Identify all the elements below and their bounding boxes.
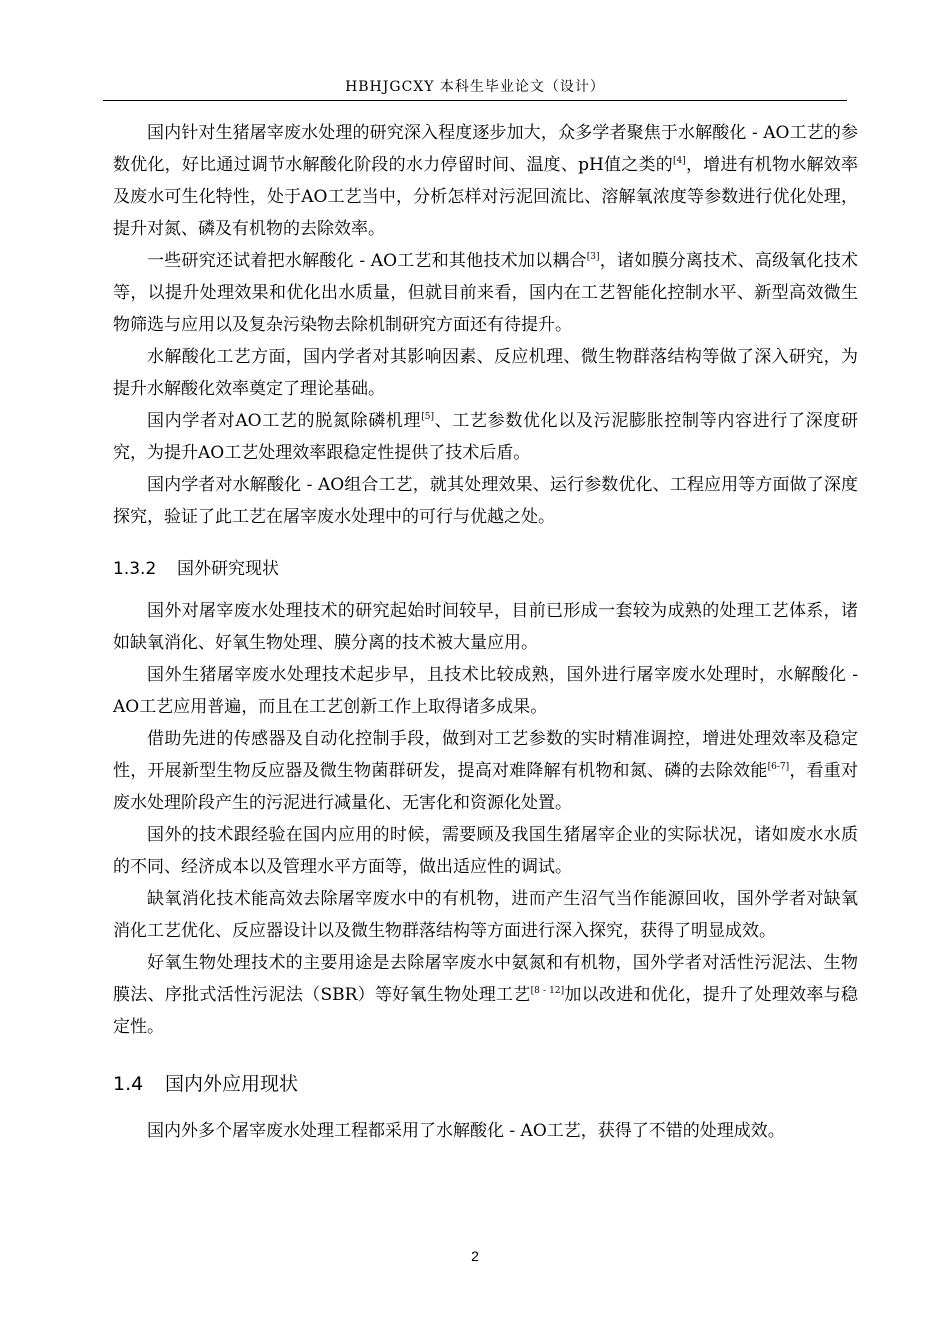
paragraph-text: 国内外多个屠宰废水处理工程都采用了水解酸化 - AO工艺，获得了不错的处理成效。 bbox=[147, 1121, 785, 1141]
paragraph-text: 国外生猪屠宰废水处理技术起步早，且技术比较成熟，国外进行屠宰废水处理时，水解酸化 - AO工艺应用普遍，而且在工艺创新工作上取得诸多成果。 bbox=[113, 665, 858, 717]
section-number: 1.4 bbox=[113, 1073, 144, 1095]
section-number: 1.3.2 bbox=[113, 559, 157, 579]
page-number: 2 bbox=[471, 1248, 479, 1264]
application-status-paragraphs bbox=[113, 1115, 858, 1147]
paragraph-text: 加以改进和优化，提升了处理效率与稳定性。 bbox=[113, 985, 859, 1037]
paragraph-text: ，看重对废水处理阶段产生的污泥进行减量化、无害化和资源化处置。 bbox=[113, 761, 859, 813]
paragraph-text: 国外的技术跟经验在国内应用的时候，需要顾及我国生猪屠宰企业的实际状况，诸如废水水质的不同、经济成本以及管理水平方面等，做出适应性的调试。 bbox=[113, 825, 858, 877]
paragraph-text: 国内学者对水解酸化 - AO组合工艺，就其处理效果、运行参数优化、工程应用等方面做了深度探究，验证了此工艺在屠宰废水处理中的可行与优越之处。 bbox=[113, 475, 858, 527]
paragraph-text: ，诸如膜分离技术、高级氧化技术等，以提升处理效果和优化出水质量，但就目前来看，国内在工艺智能化控制水平、新型高效微生物筛选与应用以及复杂污染物去除机制研究方面还有待提升。 bbox=[113, 251, 859, 335]
body-paragraph bbox=[113, 245, 858, 341]
body-paragraph bbox=[113, 723, 858, 819]
paragraph-text: 水解酸化工艺方面，国内学者对其影响因素、反应机理、微生物群落结构等做了深入研究，为提升水解酸化效率奠定了理论基础。 bbox=[113, 347, 858, 399]
body-paragraph bbox=[113, 405, 858, 469]
paragraph-text: 国外对屠宰废水处理技术的研究起始时间较早，目前已形成一套较为成熟的处理工艺体系，诸如缺氧消化、好氧生物处理、膜分离的技术被大量应用。 bbox=[113, 601, 858, 653]
paragraph-text: 国内学者对AO工艺的脱氮除磷机理 bbox=[147, 411, 422, 431]
section-title: 国外研究现状 bbox=[177, 559, 279, 579]
section-heading-1-4 bbox=[113, 1069, 858, 1099]
domestic-research-paragraphs bbox=[113, 117, 858, 533]
citation-reference: [8 - 12] bbox=[530, 986, 565, 996]
body-paragraph bbox=[113, 947, 858, 1043]
section-title: 国内外应用现状 bbox=[165, 1073, 299, 1095]
paragraph-text: 国内针对生猪屠宰废水处理的研究深入程度逐步加大，众多学者聚焦于水解酸化 - AO工艺的参数优化，好比通过调节水解酸化阶段的水力停留时间、温度、pH值之类的 bbox=[113, 123, 858, 175]
paragraph-text: 缺氧消化技术能高效去除屠宰废水中的有机物，进而产生沼气当作能源回收，国外学者对缺氧消化工艺优化、反应器设计以及微生物群落结构等方面进行深入探究，获得了明显成效。 bbox=[113, 889, 858, 941]
body-paragraph bbox=[113, 819, 858, 883]
paragraph-text: 、工艺参数优化以及污泥膨胀控制等内容进行了深度研究，为提升AO工艺处理效率跟稳定性提供了技术后盾。 bbox=[113, 411, 859, 463]
body-paragraph bbox=[113, 659, 858, 723]
paragraph-text: ，增进有机物水解效率及废水可生化特性，处于AO工艺当中，分析怎样对污泥回流比、溶解氧浓度等参数进行优化处理，提升对氮、磷及有机物的去除效率。 bbox=[113, 155, 858, 239]
body-paragraph bbox=[113, 883, 858, 947]
body-paragraph bbox=[113, 595, 858, 659]
document-body bbox=[113, 117, 858, 1147]
citation-reference: [3] bbox=[586, 252, 600, 262]
section-heading-1-3-2 bbox=[113, 555, 858, 583]
citation-reference: [6-7] bbox=[767, 762, 790, 772]
body-paragraph bbox=[113, 117, 858, 245]
body-paragraph bbox=[113, 341, 858, 405]
foreign-research-paragraphs bbox=[113, 595, 858, 1043]
header-divider bbox=[103, 100, 847, 101]
paragraph-text: 一些研究还试着把水解酸化 - AO工艺和其他技术加以耦合 bbox=[147, 251, 587, 271]
body-paragraph bbox=[113, 1115, 858, 1147]
paragraph-text: 借助先进的传感器及自动化控制手段，做到对工艺参数的实时精准调控，增进处理效率及稳定性，开展新型生物反应器及微生物菌群研发，提高对难降解有机物和氮、磷的去除效能 bbox=[113, 729, 858, 781]
citation-reference: [5] bbox=[421, 412, 434, 422]
paragraph-text: 好氧生物处理技术的主要用途是去除屠宰废水中氨氮和有机物，国外学者对活性污泥法、生物膜法、序批式活性污泥法（SBR）等好氧生物处理工艺 bbox=[113, 953, 858, 1005]
body-paragraph bbox=[113, 469, 858, 533]
running-header: HBHJGCXY 本科生毕业论文（设计） bbox=[345, 79, 605, 95]
citation-reference: [4] bbox=[672, 156, 686, 166]
